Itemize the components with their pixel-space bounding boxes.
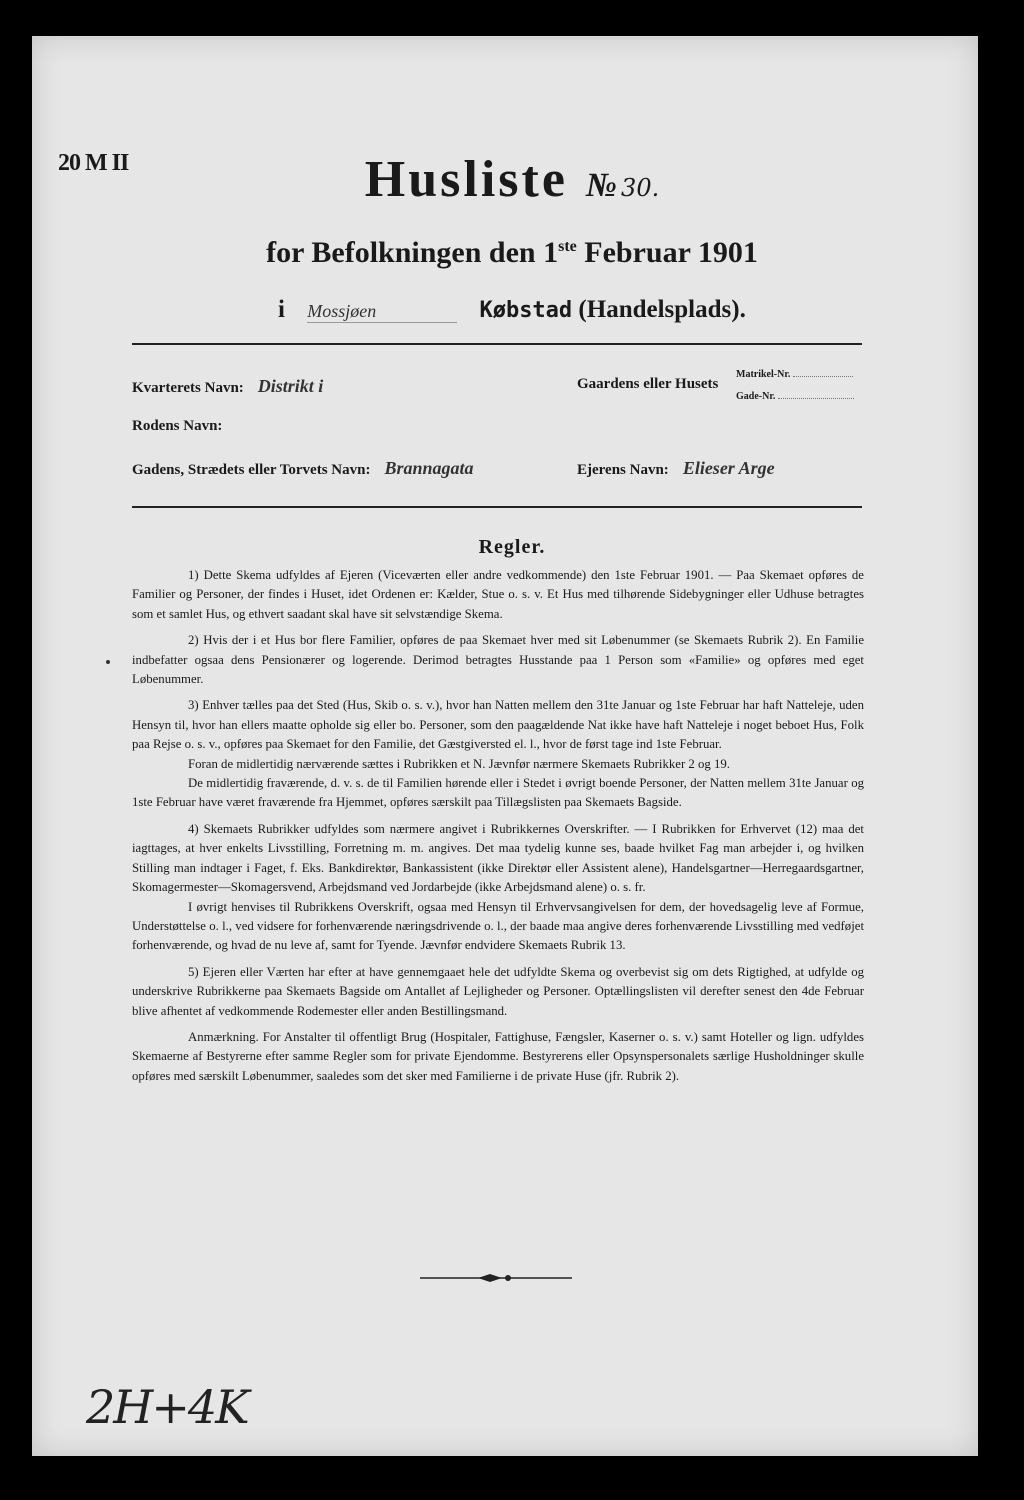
margin-mark bbox=[106, 660, 110, 664]
census-date-post: Februar 1901 bbox=[576, 236, 758, 269]
street-field bbox=[132, 458, 474, 479]
owner-field bbox=[577, 458, 775, 479]
rules-heading: Regler. bbox=[478, 536, 546, 558]
handwritten-note: 2H+4K bbox=[86, 1380, 248, 1434]
town-name-handwritten: Mossjøen bbox=[307, 301, 457, 323]
census-date-sup: ste bbox=[558, 238, 577, 255]
quarter-label: Kvarterets Navn: bbox=[132, 380, 244, 396]
rule-paragraph: 1) Dette Skema udfyldes af Ejeren (Viceværten eller andre vedkommende) den 1ste Februar 1901. — Paa Skemaet opføres de Familier og Personer, der findes i Huset, idet Ordenen er: Kælder, Stue o. s. v. Et Hus med tilhørende Sidebygninger eller Udhuse betragtes som et samlet Hus, og ethvert saadant skal have sit selvstændige Skema. bbox=[132, 568, 864, 621]
ornament-divider-icon bbox=[420, 1272, 572, 1284]
bottom-divider bbox=[132, 506, 862, 508]
district-field bbox=[132, 418, 222, 435]
archive-stamp: 20 M II bbox=[58, 150, 129, 176]
district-label: Rodens Navn: bbox=[132, 418, 223, 434]
town-type: Købstad bbox=[479, 298, 573, 323]
rule-paragraph: 3) Enhver tælles paa det Sted (Hus, Skib o. s. v.), hvor han Natten mellem den 31te Januar og 1ste Februar har haft Natteleje, uden Hensyn til, hvor han ellers maatte opholde sig eller bo. Personer, som den paagældende Nat ikke have haft Natteleje i noget beboet Hus, Folk paa Rejse o. s. v., opføres paa Skemaet for den Familie, det Gæstgiversted el. l., hvor de først tage ind 1ste Februar. bbox=[132, 698, 864, 752]
street-number-field bbox=[736, 391, 854, 402]
matrikel-label: Matrikel-Nr. bbox=[736, 369, 791, 380]
document-title bbox=[0, 150, 1024, 209]
number-label: № bbox=[585, 167, 618, 204]
town-line bbox=[278, 296, 746, 324]
quarter-field bbox=[132, 376, 323, 397]
town-type-alt: (Handelsplads). bbox=[578, 296, 746, 323]
matrikel-field bbox=[736, 369, 853, 380]
rule-paragraph: I øvrigt henvises til Rubrikkens Overskrift, ogsaa med Hensyn til Erhvervsangivelsen for dem, der hovedsagelig leve af Formue, Understøttelse o. l., ved vidsere for forhenværende næringsdrivende o. l., der baade maa angive deres forhenværende Livsstilling med vedføjet forhenværende, og hvad de nu leve af, samt for Tyende. Jævnfør endvidere Skemaets Rubrik 13. bbox=[132, 899, 864, 953]
census-date-pre: for Befolkningen den 1 bbox=[266, 236, 559, 269]
title-text: Husliste bbox=[364, 151, 568, 208]
street-number-label: Gade-Nr. bbox=[736, 391, 776, 402]
owner-label: Ejerens Navn: bbox=[577, 462, 669, 478]
street-label: Gadens, Strædets eller Torvets Navn: bbox=[132, 462, 371, 478]
rule-paragraph: 2) Hvis der i et Hus bor flere Familier, opføres de paa Skemaet hver med sit Løbenummer (se Skemaets Rubrik 2). En Familie indbefatter ogsaa dens Pensionærer og logerende. Derimod betragtes Husstande paa 1 Person som «Familie» og opføres med eget Løbenummer. bbox=[132, 633, 864, 687]
top-divider bbox=[132, 343, 862, 345]
house-label: Gaardens eller Husets bbox=[577, 376, 719, 392]
rule-paragraph: 4) Skemaets Rubrikker udfyldes som nærmere angivet i Rubrikkernes Overskrifter. — I Rubrikken for Erhvervet (12) maa det iagttages, at hver enkelts Livsstilling, Forretning m. m. angives. Det maa tydelig kunne ses, baade hvilket Fag man arbejder i, og hvilken Stilling man indtager i Faget, f. Eks. Bankdirektør, Bankassistent (ikke Direktør eller Assistent alene), Handelsgartner—Herregaardsgartner, Skomagermester—Skomagersvend, Arbejdsmand ved Jordarbejde (ikke Arbejdsmand alene) o. s. fr. bbox=[132, 821, 864, 895]
town-prefix: i bbox=[278, 296, 285, 323]
rule-paragraph: De midlertidig fraværende, d. v. s. de til Familien hørende eller i Stedet i øvrigt boende Personer, der Natten mellem 31te Januar og 1ste Februar have været fraværende fra Hjemmet, opføres særskilt paa Tillægslisten paa Skemaets Bagside. bbox=[132, 776, 864, 810]
street-number-line bbox=[778, 398, 854, 399]
rules-body bbox=[132, 566, 864, 1093]
quarter-value: Distrikt i bbox=[257, 376, 324, 396]
owner-value: Elieser Arge bbox=[682, 458, 775, 478]
house-number-handwritten: 30. bbox=[621, 174, 660, 202]
census-date-line bbox=[0, 236, 1024, 270]
remark-paragraph: Anmærkning. For Anstalter til offentligt Brug (Hospitaler, Fattighuse, Fængsler, Kaserner o. s. v.) samt Hoteller og lign. udfyldes Skemaerne af Bestyrerne efter samme Regler som for private Ejendomme. Bestyrerens eller Opsynspersonalets særlige Husholdninger skulle opføres med særskilt Løbenummer, saaledes som det sker med Familierne i de private Huse (jfr. Rubrik 2). bbox=[132, 1029, 864, 1083]
rule-paragraph: Foran de midlertidig nærværende sættes i Rubrikken et N. Jævnfør nærmere Skemaets Rubrikker 2 og 19. bbox=[188, 756, 731, 771]
house-number-field bbox=[577, 376, 718, 393]
matrikel-line bbox=[793, 376, 853, 377]
street-value: Brannagata bbox=[384, 458, 474, 478]
rule-paragraph: 5) Ejeren eller Værten har efter at have gennemgaaet hele det udfyldte Skema og overbevist sig om dets Rigtighed, at udfylde og underskrive Rubrikkerne paa Skemaets Bagside om Antallet af Lejligheder og Personer. Optællingslisten vil derefter senest den 4de Februar blive afhentet af vedkommende Rodemester eller anden Bestillingsmand. bbox=[132, 964, 864, 1018]
